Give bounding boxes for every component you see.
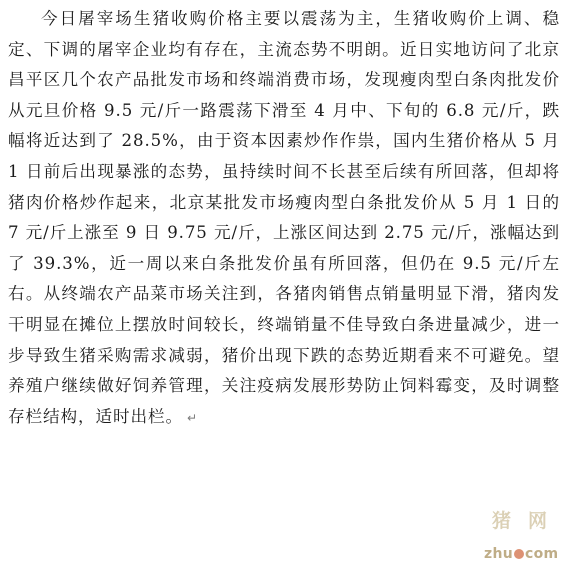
document-paragraph [8,4,560,433]
watermark-domain [484,546,558,562]
paragraph-text: 今日屠宰场生猪收购价格主要以震荡为主，生猪收购价上调、稳定、下调的屠宰企业均有存在，主流态势不明朗。近日实地访问了北京昌平区几个农产品批发市场和终端消费市场，发现瘦肉型白条肉批发价从元旦价格 9.5 元/斤一路震荡下滑至 4 月中、下旬的 6.8 元/斤，跌幅将近达到了 28.5%，由于资本因素炒作作祟，国内生猪价格从 5 月 1 日前后出现暴涨的态势，虽持续时间不长甚至后续有所回落，但却将猪肉价格炒作起来，北京某批发市场瘦肉型白条批发价从 5 月 1 日的 7 元/斤上涨至 9 日 9.75 元/斤，上涨区间达到 2.75 元/斤，涨幅达到了 39.3%，近一周以来白条批发价虽有所回落，但仍在 9.5 元/斤左右。从终端农产品菜市场关注到，各猪肉销售点销量明显下滑，猪肉发干明显在摊位上摆放时间较长，终端销量不佳导致白条进量减少，进一步导致生猪采购需求减弱，猪价出现下跌的态势近期看来不可避免。望养殖户继续做好饲养管理，关注疫病发展形势防止饲料霉变，及时调整存栏结构，适时出栏。 [8,9,560,426]
watermark-domain-suffix: com [524,546,559,562]
site-watermark [478,504,564,568]
watermark-glyph-right: 网 [528,510,548,532]
watermark-glyph-left: 猪 [492,510,512,532]
paragraph-mark-icon: ↵ [186,410,198,425]
watermark-domain-prefix: zhu [484,546,513,562]
watermark-dot-icon [514,549,524,559]
